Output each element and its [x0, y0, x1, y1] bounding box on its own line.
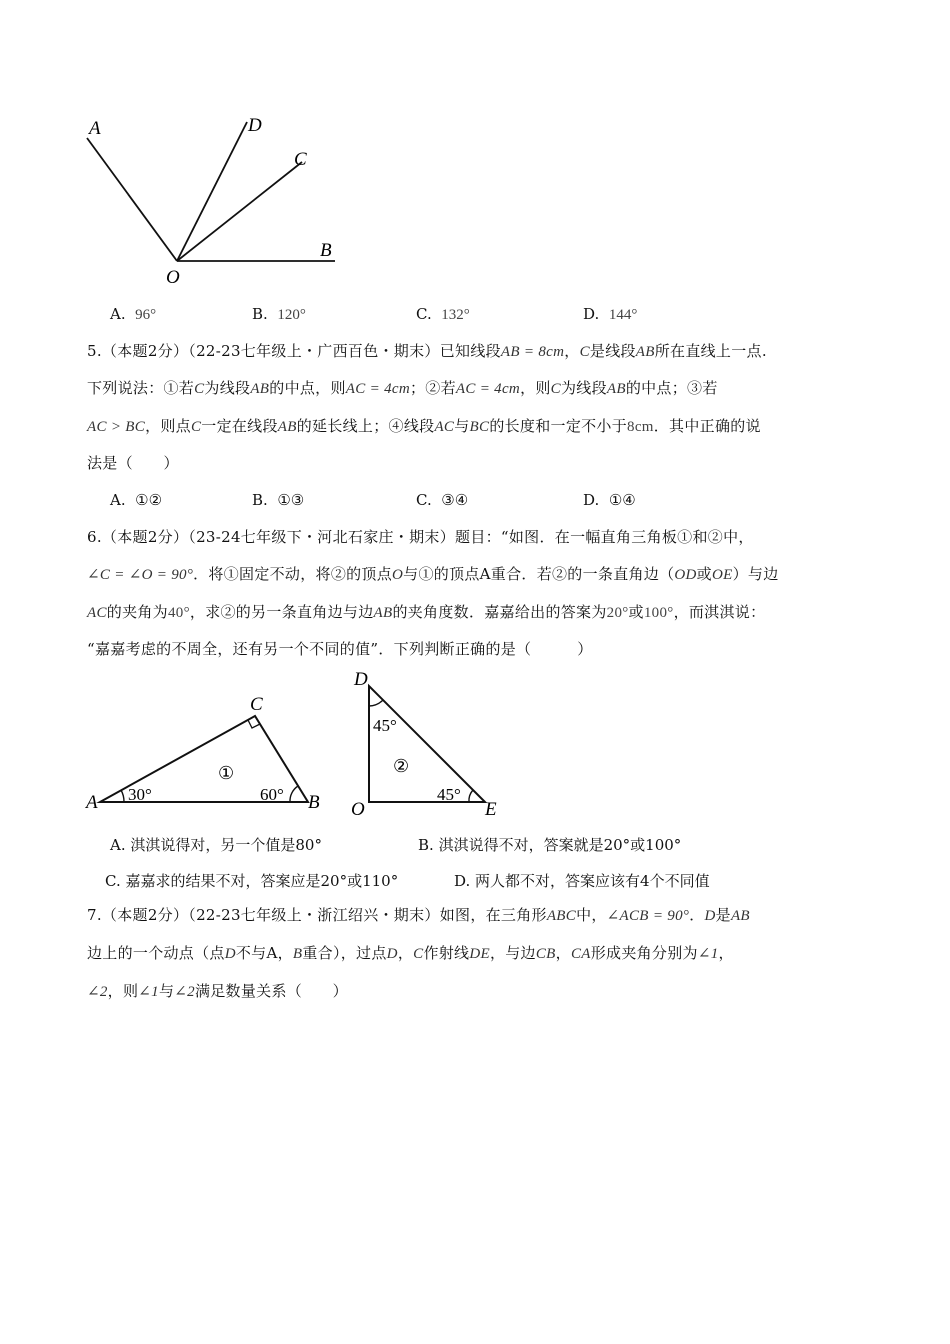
- q7-line-1: 7.（本题2分）（22-23七年级上・浙江绍兴・期末）如图，在三角形ABC中，∠ACB = 90°．D是AB: [87, 906, 750, 924]
- q5-line-3: AC > BC，则点C一定在线段AB的延长线上；④线段AC与BC的长度和一定不小于8cm．其中正确的说: [87, 417, 761, 435]
- q5-line-2: 下列说法：①若C为线段AB的中点，则AC = 4cm；②若AC = 4cm，则C为线段AB的中点；③若: [87, 379, 718, 397]
- q5-option-a[interactable]: A. ①②: [110, 491, 163, 509]
- q6-option-d[interactable]: D. 两人都不对，答案应该有4个不同值: [454, 872, 710, 890]
- t1-label-b: B: [308, 792, 320, 813]
- q7-line-2: 边上的一个动点（点D不与A，B重合），过点D，C作射线DE，与边CB，CA形成夹角分别为∠1，: [87, 944, 734, 962]
- q6-line-2: ∠C = ∠O = 90°．将①固定不动，将②的顶点O与①的顶点A重合．若②的一条直角边（OD或OE）与边: [87, 565, 779, 583]
- point-label-c: C: [294, 149, 307, 170]
- point-label-a: A: [89, 118, 101, 139]
- point-label-o: O: [166, 267, 180, 288]
- t2-angle-d: 45°: [373, 716, 397, 735]
- t2-label-o: O: [351, 799, 365, 818]
- t2-label-d: D: [354, 669, 368, 690]
- q4-option-d[interactable]: D. 144°: [583, 305, 638, 323]
- t2-label-e: E: [485, 799, 497, 818]
- t1-angle-b: 60°: [260, 785, 284, 804]
- q6-line-3: AC的夹角为40°，求②的另一条直角边与边AB的夹角度数．嘉嘉给出的答案为20°或100°，而淇淇说：: [87, 603, 766, 621]
- triangle-1-figure: [80, 680, 330, 820]
- q6-line-1: 6.（本题2分）（23-24七年级下・河北石家庄・期末）题目：“如图．在一幅直角三角板①和②中，: [87, 528, 754, 546]
- angle-rays-figure: [80, 110, 350, 290]
- q5-option-b[interactable]: B. ①③: [252, 491, 305, 509]
- q6-option-b[interactable]: B. 淇淇说得不对，答案就是20°或100°: [418, 836, 682, 854]
- q5-line-1: 5.（本题2分）（22-23七年级上・广西百色・期末）已知线段AB = 8cm，C是线段AB所在直线上一点.: [87, 342, 767, 360]
- t1-angle-a: 30°: [128, 785, 152, 804]
- q5-line-4: 法是（ ）: [87, 454, 179, 472]
- q6-line-4: “嘉嘉考虑的不周全，还有另一个不同的值”．下列判断正确的是（ ）: [87, 640, 593, 658]
- q4-option-b[interactable]: B. 120°: [252, 305, 306, 323]
- q6-option-a[interactable]: A. 淇淇说得对，另一个值是80°: [110, 836, 322, 854]
- q5-option-c[interactable]: C. ③④: [416, 491, 469, 509]
- q5-option-d[interactable]: D. ①④: [583, 491, 636, 509]
- t1-label-a: A: [86, 792, 98, 813]
- q6-option-c[interactable]: C. 嘉嘉求的结果不对，答案应是20°或110°: [105, 872, 399, 890]
- q4-option-c[interactable]: C. 132°: [416, 305, 470, 323]
- t1-number: ①: [218, 763, 235, 783]
- t2-number: ②: [393, 756, 410, 776]
- t2-angle-e: 45°: [437, 785, 461, 804]
- point-label-d: D: [248, 115, 262, 136]
- point-label-b: B: [320, 240, 332, 261]
- q4-option-a[interactable]: A. 96°: [110, 305, 157, 323]
- triangle-2-figure: [345, 668, 520, 818]
- t1-label-c: C: [250, 694, 263, 715]
- q7-line-3: ∠2，则∠1与∠2满足数量关系（ ）: [87, 982, 348, 1000]
